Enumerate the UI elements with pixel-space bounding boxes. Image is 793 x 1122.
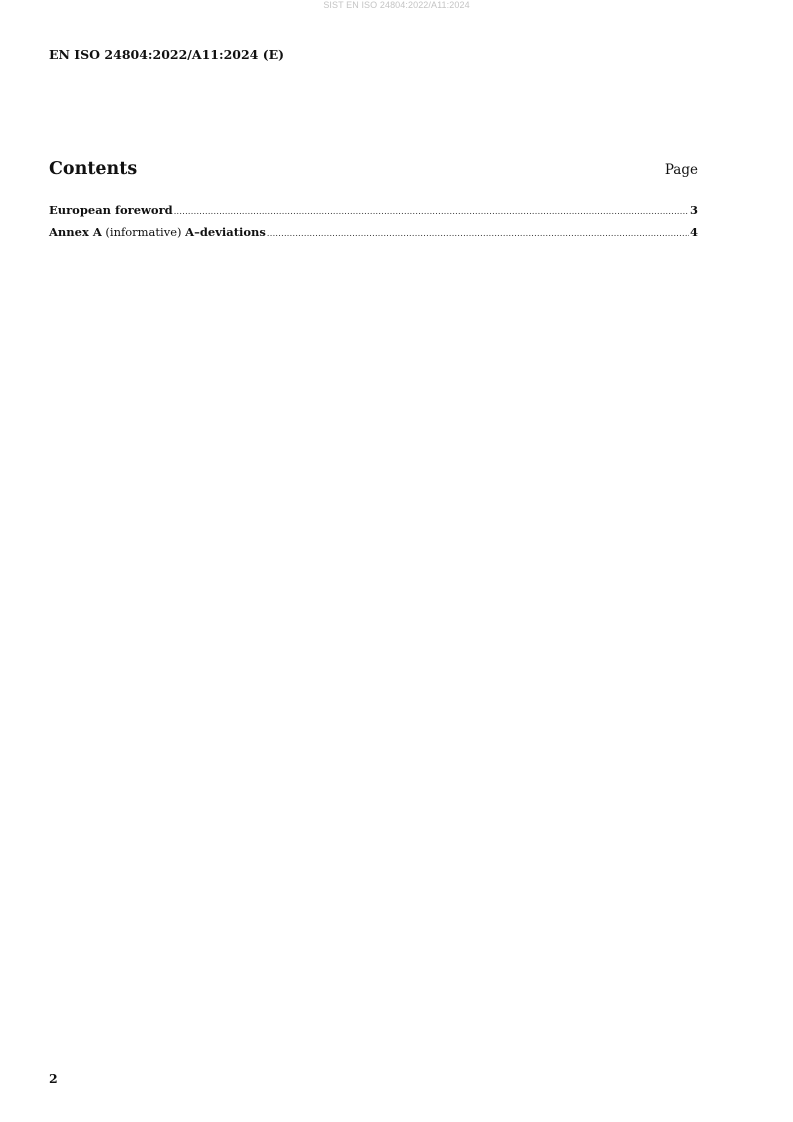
table-of-contents (49, 203, 698, 247)
toc-entry-title-bold: European foreword (49, 203, 173, 217)
toc-entry-page-number: 4 (689, 225, 698, 239)
document-id-header: EN ISO 24804:2022/A11:2024 (E) (49, 47, 285, 62)
toc-entry-annex-a[interactable] (49, 225, 698, 247)
page-column-label: Page (664, 162, 698, 178)
toc-leader-dots (174, 207, 689, 216)
toc-leader-dots (267, 229, 689, 238)
contents-title: Contents (49, 159, 138, 179)
footer-page-number: 2 (49, 1071, 58, 1086)
toc-entry-annex-label: Annex A (49, 225, 102, 239)
toc-entry-annex-title: A–deviations (185, 225, 266, 239)
toc-entry-title (49, 203, 173, 217)
toc-entry-title (49, 225, 266, 239)
toc-entry-page-number: 3 (689, 203, 698, 217)
contents-heading-row (49, 159, 698, 183)
watermark-text: SIST EN ISO 24804:2022/A11:2024 (323, 0, 470, 10)
toc-entry-european-foreword[interactable] (49, 203, 698, 225)
toc-entry-annex-type: (informative) (101, 225, 186, 239)
